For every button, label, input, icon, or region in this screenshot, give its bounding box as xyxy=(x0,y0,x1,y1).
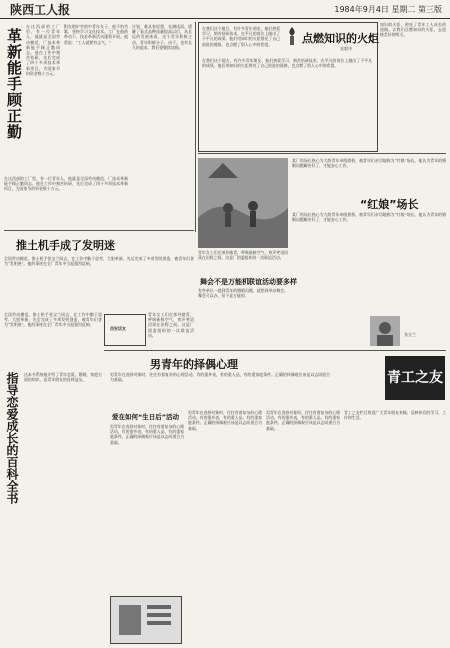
psych-body-4: 青工之友栏目欢迎广大青年朋友来稿，反映你们的学习、工作和生活。 xyxy=(344,410,446,421)
hongniang-headline: “红娘”场长 xyxy=(360,198,419,211)
author-tag: 张宝兰 xyxy=(404,332,416,337)
promote-headline: 推土机手成了发明迷 xyxy=(16,239,115,252)
hongniang-intro: 某厂的场长热心为大龄青年牵线搭桥，被青年们亲切地称为“红娘”场长。他认为青年的婚姻问题解决好了，才能安心工作。 xyxy=(292,158,446,169)
divider xyxy=(198,153,446,154)
fire-right-column: 知识的火炬，照亮了青年工人成长的道路。让我们点燃知识的火炬，去迎接美好的明天。 xyxy=(380,22,446,38)
dance-body: 有些单位一提到青年的婚姻问题，就想到举办舞会。舞会可以办，但不是万能的。 xyxy=(198,288,288,299)
dateline: 1984年9月4日 星期二 第三版 xyxy=(334,5,442,14)
divider xyxy=(195,22,196,232)
psych-headline: 男青年的择偶心理 xyxy=(150,358,238,371)
youth-friend-badge xyxy=(385,356,445,400)
guide-headline: 指导恋爱成长的百科全书 xyxy=(5,372,19,504)
divider xyxy=(4,230,194,231)
contact-headline: 联谊活动要多样 xyxy=(248,278,297,286)
reform-headline: 革新能手顾正勤 xyxy=(5,28,23,140)
fire-byline: 张毅诗 xyxy=(340,46,352,51)
reform-continued: 在这西部的工厂里，有一位青年人，他就是全国劳动模范、厂技术革新能手顾正勤同志。他在工作中刻苦钻研，先后完成了四十多项技术革新项目，为国家节约资金数十万元。 xyxy=(4,176,128,192)
love-column-headline: 爱在如何“生日后”活动 xyxy=(112,413,180,421)
psych-body-1: 男青年在选择对象时，往往有着复杂的心理活动。有的重外表，有的重人品，有的重家庭条件。正确的择偶观应该是以志同道合为基础。 xyxy=(110,424,184,445)
masthead xyxy=(0,0,450,19)
book-photo-box xyxy=(110,596,182,644)
reform-column-1: 在这西部的工厂里，有一位青年人，他就是全国劳动模范、厂技术革新能手顾正勤同志。他在工作中刻苦钻研，先后完成了四十多项技术革新项目，为国家节约资金数十万元。 xyxy=(26,24,60,76)
hongniang-body: 某厂的场长热心为大龄青年牵线搭桥，被青年们亲切地称为“红娘”场长。他认为青年的婚姻问题解决好了，才能安心工作。 xyxy=(292,212,446,223)
fire-body: 在我们这个地方，有许多青年朋友，他们热爱学习，刻苦钻研技术，在平凡的岗位上做出了不平凡的成绩。他们用知识的火炬照亮了自己前进的道路，也点燃了别人心中的希望。 xyxy=(202,58,372,69)
fire-headline: 点燃知识的火炬 xyxy=(302,32,379,45)
stamp-text: 西安话友 xyxy=(110,326,126,331)
torch-icon xyxy=(285,26,299,46)
badge-text: 青工之友 xyxy=(387,370,443,386)
photo-park xyxy=(198,158,288,248)
portrait-photo xyxy=(370,316,400,346)
guide-body: 这本书系统地介绍了青年恋爱、婚姻、家庭方面的知识，是青年朋友的良师益友。 xyxy=(24,372,102,383)
article-mid: 青年女工们在郊外踏青，呼吸新鲜空气，欢声笑语回荡在田野之间。这是厂团委组织的一次联谊活动。 xyxy=(148,312,194,338)
psych-body-3: 男青年在选择对象时，往往有着复杂的心理活动。有的重外表，有的重人品，有的重家庭条件。正确的择偶观应该是以志同道合为基础。 xyxy=(266,410,340,431)
reform-column-3: 计划，难从家里我，在测试面，缓解了看式品种质量提高以后，从长远的发展来看，这个青年积极主动，青年积极分子，由于，也有长久的追求，我们要继续加强。 xyxy=(132,24,192,50)
promote-body: 全国劳动模范、推土机手张宝兰同志，在工作中勤于思考，大胆革新，先后完成了多项发明创造，被青年们誉为“发明迷”。他的事迹在全厂青年中引起强烈反响。 xyxy=(4,256,194,267)
psych-body-2: 男青年在选择对象时，往往有着复杂的心理活动。有的重外表，有的重人品，有的重家庭条件。正确的择偶观应该是以志同道合为基础。 xyxy=(188,410,262,431)
divider xyxy=(104,350,446,351)
dance-headline: 舞会不是万能机 xyxy=(200,278,249,286)
paper-logo: 陕西工人报 xyxy=(10,3,71,17)
article-left-middle: 全国劳动模范、推土机手张宝兰同志，在工作中勤于思考，大胆革新，先后完成了多项发明创造，被青年们誉为“发明迷”。他的事迹在全厂青年中引起强烈反响。 xyxy=(4,312,102,328)
photo-caption-text: 青年女工们在郊外踏青，呼吸新鲜空气，欢声笑语回荡在田野之间。这是厂团委组织的一次联谊活动。 xyxy=(198,250,288,261)
psych-intro: 男青年在选择对象时，往往有着复杂的心理活动。有的重外表，有的重人品，有的重家庭条件。正确的择偶观应该是以志同道合为基础。 xyxy=(110,372,330,383)
reform-column-2: 附在锻炉旁的中青年女子，他不怕苦累，坚持学习文化技术。工厂在他的带动下，技术革新活动蓬勃开展。他常说：“工人就要有志气。” xyxy=(64,24,128,45)
fire-intro: 在我们这个地方，有许多青年朋友，他们热爱学习，刻苦钻研技术，在平凡的岗位上做出了不平凡的成绩。他们用知识的火炬照亮了自己前进的道路，也点燃了别人心中的希望。 xyxy=(202,26,280,47)
